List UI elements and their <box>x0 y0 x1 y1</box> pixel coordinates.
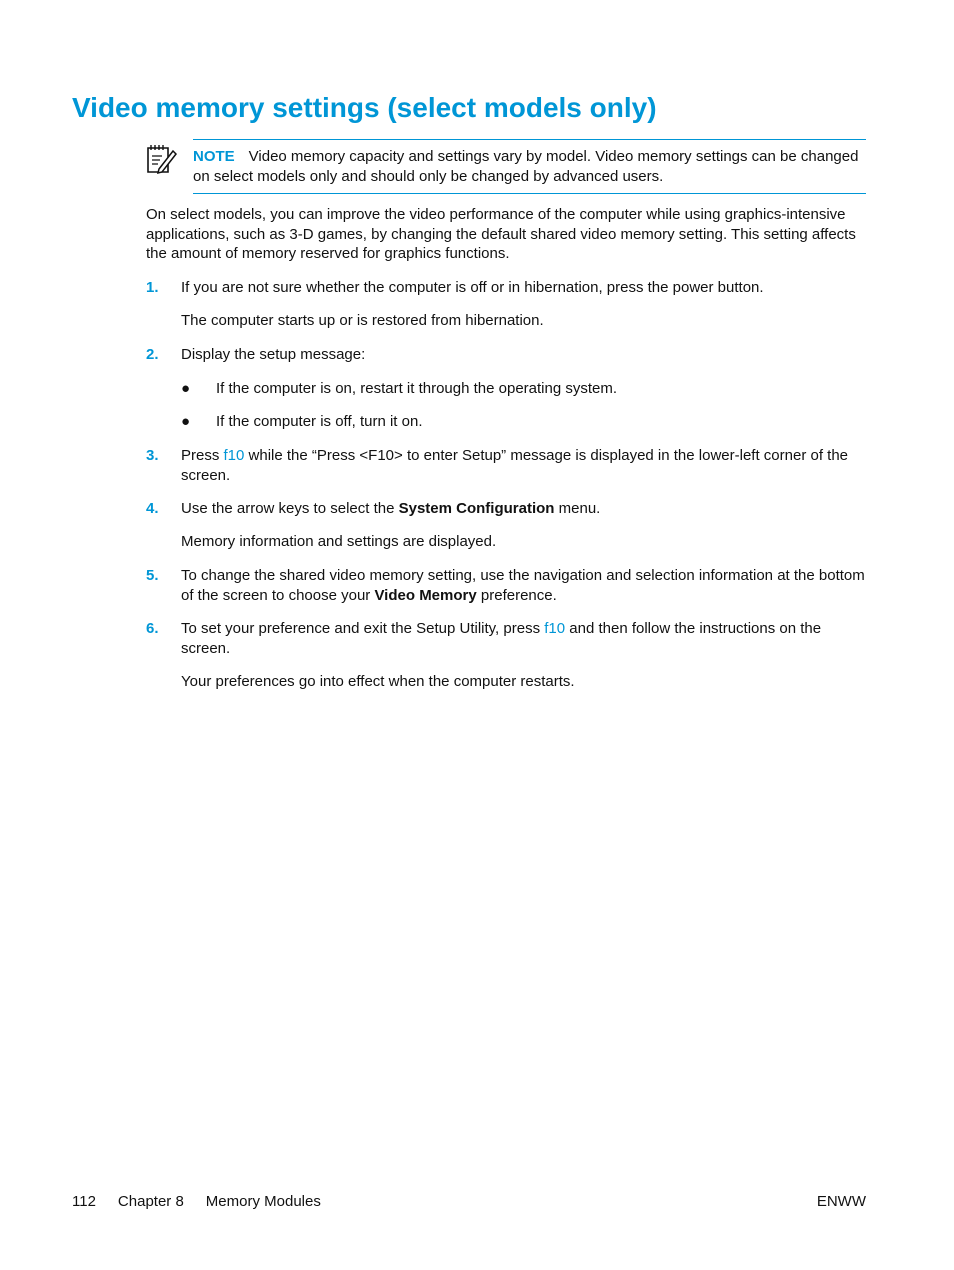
footer-right: ENWW <box>816 1193 866 1210</box>
bullet-dot: ● <box>181 413 191 430</box>
menu-name: System Configuration <box>398 500 555 517</box>
note-pad-icon <box>144 142 178 176</box>
step-number: 4. <box>146 500 159 517</box>
intro-paragraph: On select models, you can improve the video performance of the computer while using graphics-intensive applications, such as 3-D games, by changing the default shared video memory setting. This setting affects the amount of memory reserved for graphics functions. <box>146 206 856 262</box>
step-number: 3. <box>146 447 159 464</box>
bullet-text: If the computer is off, turn it on. <box>216 413 423 430</box>
note-text: Video memory capacity and settings vary by model. Video memory settings can be changed on select models only and should only be changed by advanced users. <box>193 148 859 185</box>
footer-left <box>72 1192 343 1212</box>
step-number: 2. <box>146 346 159 363</box>
bullet-text: If the computer is on, restart it through the operating system. <box>216 380 618 397</box>
step-number: 6. <box>146 620 159 637</box>
key-f10-link[interactable]: f10 <box>223 447 245 464</box>
step-text: If you are not sure whether the computer is off or in hibernation, press the power button. <box>181 279 764 296</box>
key-f10-link[interactable]: f10 <box>544 620 566 637</box>
page-title: Video memory settings (select models only) <box>72 92 657 123</box>
step-text: To set your preference and exit the Setup Utility, press f10 and then follow the instructions on the screen. <box>181 620 822 657</box>
step-number: 5. <box>146 567 159 584</box>
step-text: To change the shared video memory setting, use the navigation and selection information at the bottom of the screen to choose your Video Memory preference. <box>181 567 865 604</box>
note-label: NOTE <box>193 148 235 165</box>
page-number: 112 <box>72 1193 96 1210</box>
chapter-label: Chapter 8 <box>117 1193 184 1210</box>
step-text: Press f10 while the “Press <F10> to enter Setup” message is displayed in the lower-left corner of the screen. <box>181 447 849 484</box>
step-number: 1. <box>146 279 159 296</box>
chapter-title: Memory Modules <box>205 1193 321 1210</box>
bullet-dot: ● <box>181 380 191 397</box>
step-1-result: The computer starts up or is restored from hibernation. <box>181 312 544 329</box>
step-text: Display the setup message: <box>181 346 366 363</box>
step-4-result: Memory information and settings are displayed. <box>181 533 497 550</box>
step-6-result: Your preferences go into effect when the computer restarts. <box>181 673 575 690</box>
setting-name: Video Memory <box>374 586 477 604</box>
step-text: Use the arrow keys to select the System Configuration menu. <box>181 500 601 517</box>
note-box <box>193 139 866 194</box>
